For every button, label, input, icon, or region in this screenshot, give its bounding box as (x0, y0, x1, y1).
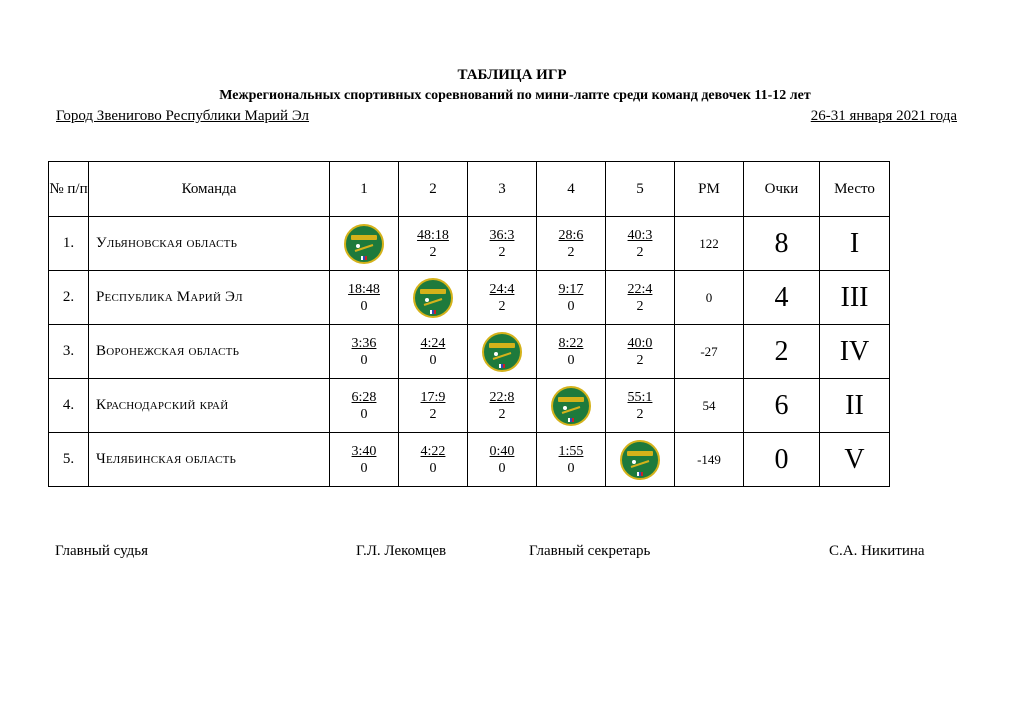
total-points: 6 (744, 379, 820, 433)
match-points: 2 (636, 244, 644, 260)
match-score: 1:55 (558, 443, 584, 459)
match-points: 2 (429, 244, 437, 260)
match-score: 36:3 (489, 227, 515, 243)
final-place: II (820, 379, 890, 433)
self-match-cell (537, 379, 606, 433)
header-round-4: 4 (537, 162, 606, 217)
match-score: 17:9 (420, 389, 446, 405)
self-match-cell (606, 433, 675, 487)
lapta-emblem-icon (482, 332, 522, 372)
header-round-1: 1 (330, 162, 399, 217)
self-match-cell (468, 325, 537, 379)
total-points: 0 (744, 433, 820, 487)
match-score: 3:40 (351, 443, 377, 459)
header-round-2: 2 (399, 162, 468, 217)
match-score: 40:3 (627, 227, 653, 243)
lapta-emblem-icon (551, 386, 591, 426)
row-num: 3. (49, 325, 89, 379)
match-score: 6:28 (351, 389, 377, 405)
match-points: 2 (636, 406, 644, 422)
match-result-cell (399, 379, 468, 433)
match-score: 40:0 (627, 335, 653, 351)
header-round-5: 5 (606, 162, 675, 217)
team-name: Воронежская область (89, 325, 330, 379)
match-points: 2 (429, 406, 437, 422)
games-table (48, 161, 890, 487)
match-result-cell (330, 325, 399, 379)
match-points: 0 (429, 460, 437, 476)
match-result-cell (468, 217, 537, 271)
match-points: 0 (567, 298, 575, 314)
match-score: 48:18 (417, 227, 449, 243)
table-header-row (49, 162, 890, 217)
match-result-cell (330, 379, 399, 433)
final-place: IV (820, 325, 890, 379)
table-row (49, 433, 890, 487)
match-points: 0 (360, 352, 368, 368)
match-result-cell (606, 379, 675, 433)
total-points: 2 (744, 325, 820, 379)
match-result-cell (537, 433, 606, 487)
match-score: 28:6 (558, 227, 584, 243)
match-result-cell (537, 325, 606, 379)
page-title: ТАБЛИЦА ИГР (457, 67, 567, 83)
row-num: 4. (49, 379, 89, 433)
team-name: Краснодарский край (89, 379, 330, 433)
match-points: 0 (498, 460, 506, 476)
match-result-cell (468, 379, 537, 433)
score-difference: 54 (675, 379, 744, 433)
match-result-cell (606, 217, 675, 271)
table-row (49, 271, 890, 325)
team-name: Ульяновская область (89, 217, 330, 271)
table-row (49, 325, 890, 379)
match-score: 4:22 (420, 443, 446, 459)
match-score: 9:17 (558, 281, 584, 297)
header-round-3: 3 (468, 162, 537, 217)
chief-secretary-name: С.А. Никитина (829, 543, 925, 559)
score-difference: -149 (675, 433, 744, 487)
chief-judge-name: Г.Л. Лекомцев (356, 543, 447, 559)
header-place: Место (820, 162, 890, 217)
match-result-cell (606, 271, 675, 325)
match-result-cell (606, 325, 675, 379)
match-points: 0 (360, 406, 368, 422)
match-score: 4:24 (420, 335, 446, 351)
final-place: III (820, 271, 890, 325)
table-row (49, 217, 890, 271)
table-row (49, 379, 890, 433)
match-points: 2 (636, 298, 644, 314)
chief-judge-label: Главный судья (55, 543, 149, 559)
lapta-emblem-icon (413, 278, 453, 318)
match-points: 2 (636, 352, 644, 368)
event-location: Город Звенигово Республики Марий Эл (56, 108, 310, 124)
match-score: 24:4 (489, 281, 515, 297)
header-team: Команда (89, 162, 330, 217)
score-difference: 0 (675, 271, 744, 325)
chief-secretary-label: Главный секретарь (529, 543, 651, 559)
match-score: 8:22 (558, 335, 584, 351)
match-result-cell (468, 433, 537, 487)
team-name: Республика Марий Эл (89, 271, 330, 325)
header-num: № п/п (49, 162, 89, 217)
header-points: Очки (744, 162, 820, 217)
total-points: 4 (744, 271, 820, 325)
match-points: 0 (567, 460, 575, 476)
match-result-cell (537, 217, 606, 271)
lapta-emblem-icon (344, 224, 384, 264)
page-subtitle: Межрегиональных спортивных соревнований по мини-лапте среди команд девочек 11-12 лет (219, 88, 811, 103)
match-score: 22:4 (627, 281, 653, 297)
score-difference: 122 (675, 217, 744, 271)
match-score: 0:40 (489, 443, 515, 459)
event-dates: 26-31 января 2021 года (810, 108, 957, 124)
match-points: 2 (498, 406, 506, 422)
match-points: 0 (429, 352, 437, 368)
lapta-emblem-icon (620, 440, 660, 480)
row-num: 2. (49, 271, 89, 325)
header-rm: РМ (675, 162, 744, 217)
match-score: 3:36 (351, 335, 377, 351)
match-result-cell (330, 433, 399, 487)
final-place: V (820, 433, 890, 487)
match-score: 22:8 (489, 389, 515, 405)
match-result-cell (468, 271, 537, 325)
self-match-cell (399, 271, 468, 325)
match-result-cell (399, 433, 468, 487)
match-points: 2 (567, 244, 575, 260)
team-name: Челябинская область (89, 433, 330, 487)
match-points: 2 (498, 298, 506, 314)
final-place: I (820, 217, 890, 271)
total-points: 8 (744, 217, 820, 271)
match-points: 2 (498, 244, 506, 260)
match-score: 55:1 (627, 389, 653, 405)
match-result-cell (399, 217, 468, 271)
match-score: 18:48 (348, 281, 380, 297)
match-result-cell (399, 325, 468, 379)
row-num: 1. (49, 217, 89, 271)
score-difference: -27 (675, 325, 744, 379)
match-result-cell (330, 271, 399, 325)
match-result-cell (537, 271, 606, 325)
match-points: 0 (567, 352, 575, 368)
match-points: 0 (360, 298, 368, 314)
row-num: 5. (49, 433, 89, 487)
match-points: 0 (360, 460, 368, 476)
self-match-cell (330, 217, 399, 271)
